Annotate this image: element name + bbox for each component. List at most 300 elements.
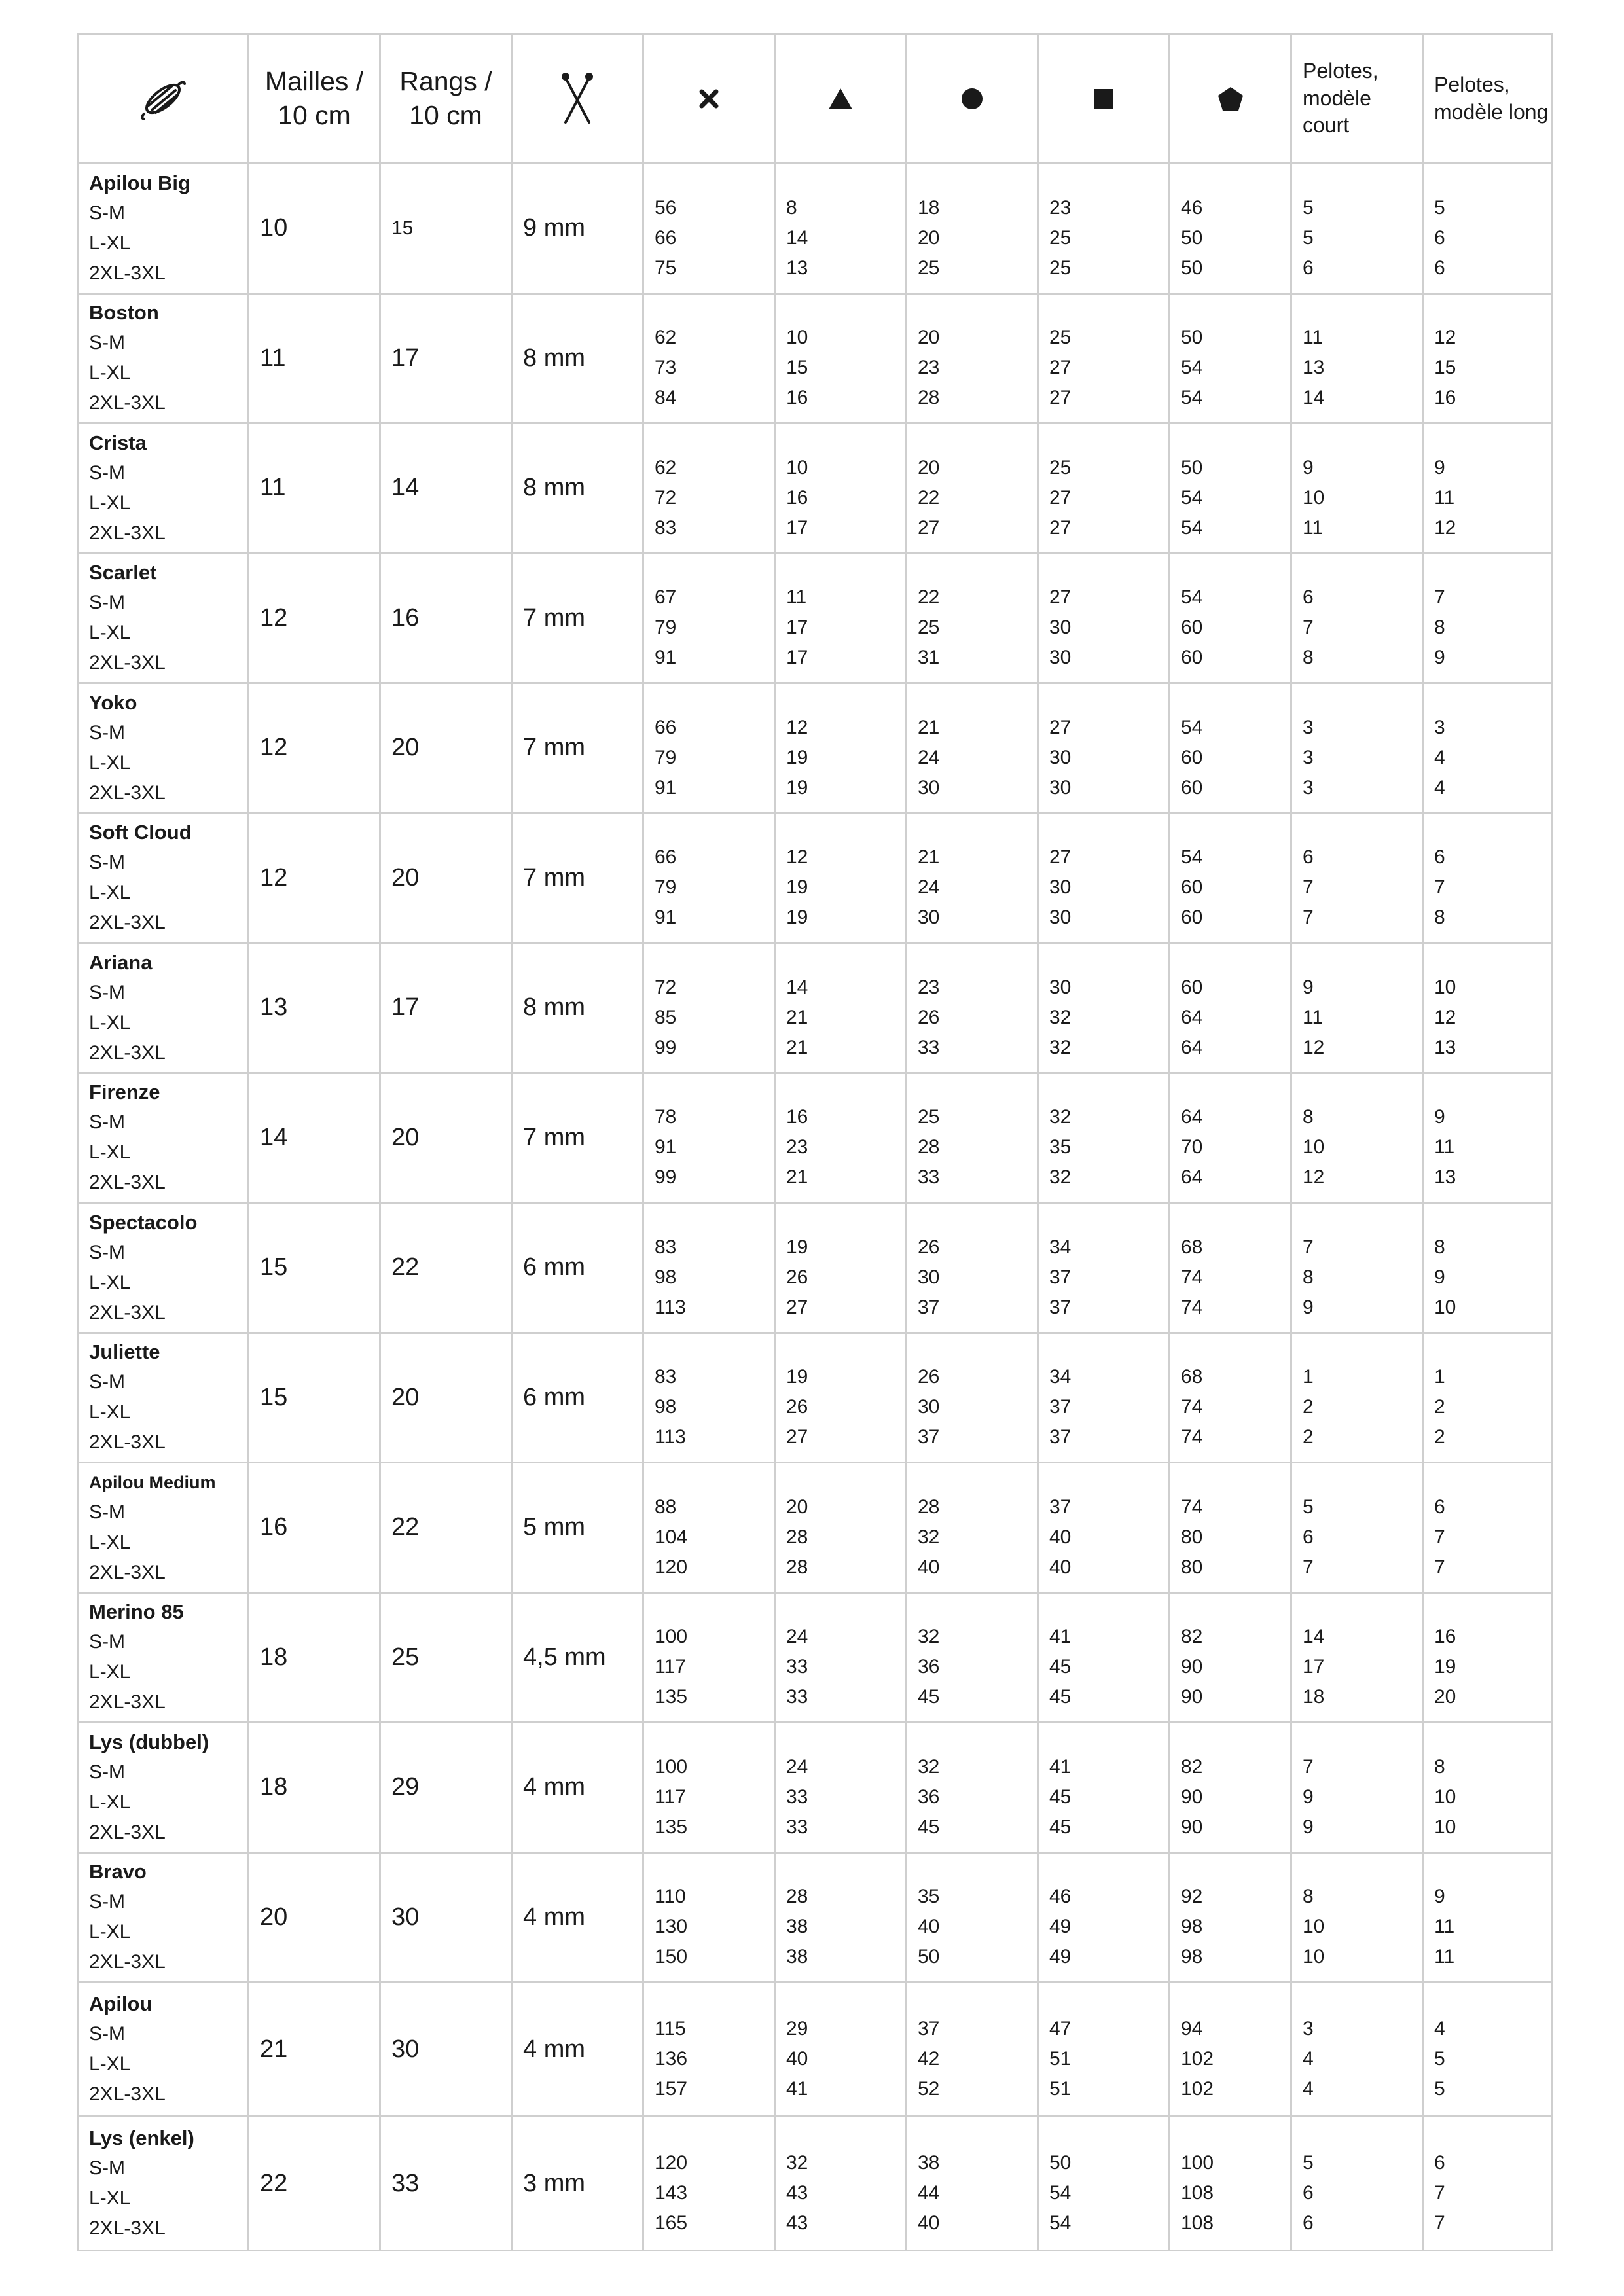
circle-value: 45 <box>918 1816 940 1838</box>
needle-size-value: 4,5 mm <box>512 1592 643 1723</box>
size-label: S-M <box>89 1111 125 1134</box>
size-label: L-XL <box>89 751 131 774</box>
long-value: 12 <box>1434 516 1456 539</box>
needle-size-value: 8 mm <box>512 943 643 1073</box>
long-value: 9 <box>1434 1106 1445 1128</box>
yarn-row <box>78 1333 1553 1463</box>
square-column-header <box>1038 34 1170 164</box>
yarn-name: Juliette <box>89 1340 160 1364</box>
triangle-value: 19 <box>786 906 808 929</box>
circle-value: 25 <box>918 257 940 279</box>
cross-value: 150 <box>655 1946 688 1968</box>
pentagon-value: 98 <box>1181 1916 1203 1938</box>
yarn-name-cell <box>78 1723 249 1853</box>
needle-size-value: 7 mm <box>512 1073 643 1203</box>
circle-values-cell <box>907 1333 1038 1463</box>
triangle-value: 10 <box>786 327 808 349</box>
rangs-value: 22 <box>380 1463 512 1593</box>
pentagon-value: 74 <box>1181 1396 1203 1418</box>
court-value: 7 <box>1303 1755 1314 1778</box>
cross-value: 136 <box>655 2048 688 2070</box>
mailles-value: 11 <box>249 423 380 554</box>
long-values-cell <box>1423 293 1553 423</box>
pentagon-value: 74 <box>1181 1296 1203 1318</box>
pentagon-value: 50 <box>1181 456 1203 478</box>
square-value: 51 <box>1049 2078 1072 2100</box>
circle-values-cell <box>907 293 1038 423</box>
long-value: 7 <box>1434 586 1445 609</box>
circle-value: 31 <box>918 647 940 669</box>
rangs-value: 22 <box>380 1203 512 1333</box>
yarn-row <box>78 813 1553 943</box>
triangle-column-header <box>775 34 907 164</box>
circle-value: 32 <box>918 1526 940 1548</box>
cross-value: 120 <box>655 1556 688 1578</box>
yarn-name: Soft Cloud <box>89 821 192 844</box>
size-label: L-XL <box>89 1661 131 1683</box>
pentagon-value: 82 <box>1181 1626 1203 1648</box>
mailles-value: 12 <box>249 553 380 683</box>
court-value: 5 <box>1303 226 1314 249</box>
yarn-row <box>78 553 1553 683</box>
pentagon-value: 60 <box>1181 647 1203 669</box>
long-value: 10 <box>1434 1296 1456 1318</box>
yarn-name: Scarlet <box>89 561 157 584</box>
yarn-skein-icon <box>137 76 189 122</box>
cross-value: 100 <box>655 1755 688 1778</box>
yarn-row <box>78 1592 1553 1723</box>
pentagon-value: 64 <box>1181 1006 1203 1028</box>
circle-values-cell <box>907 1073 1038 1203</box>
court-value: 4 <box>1303 2048 1314 2070</box>
yarn-name: Merino 85 <box>89 1600 184 1624</box>
long-value: 1 <box>1434 1366 1445 1388</box>
pentagon-value: 54 <box>1181 357 1203 379</box>
long-value: 5 <box>1434 2048 1445 2070</box>
court-value: 3 <box>1303 776 1314 798</box>
pentagon-values-cell <box>1170 2117 1291 2251</box>
triangle-value: 21 <box>786 1036 808 1058</box>
triangle-values-cell <box>775 1073 907 1203</box>
triangle-values-cell <box>775 813 907 943</box>
size-label: S-M <box>89 1501 125 1523</box>
pentagon-values-cell <box>1170 683 1291 814</box>
yarn-row <box>78 1982 1553 2117</box>
court-value: 8 <box>1303 647 1314 669</box>
triangle-value: 28 <box>786 1556 808 1578</box>
cross-value: 117 <box>655 1785 686 1808</box>
needle-size-value: 7 mm <box>512 553 643 683</box>
cross-value: 75 <box>655 257 677 279</box>
triangle-value: 33 <box>786 1785 808 1808</box>
square-value: 25 <box>1049 257 1072 279</box>
long-value: 9 <box>1434 647 1445 669</box>
triangle-value: 32 <box>786 2152 808 2174</box>
long-value: 4 <box>1434 2018 1445 2039</box>
square-value: 40 <box>1049 1526 1072 1548</box>
long-value: 2 <box>1434 1396 1445 1418</box>
square-value: 40 <box>1049 1556 1072 1578</box>
court-value: 6 <box>1303 586 1314 609</box>
court-value: 14 <box>1303 387 1325 409</box>
cross-values-cell <box>643 1852 775 1982</box>
square-values-cell <box>1038 1463 1170 1593</box>
long-value: 9 <box>1434 1886 1445 1908</box>
square-value: 37 <box>1049 1296 1072 1318</box>
long-value: 11 <box>1434 1946 1455 1968</box>
long-value: 3 <box>1434 716 1445 738</box>
circle-value: 52 <box>918 2078 940 2100</box>
square-values-cell <box>1038 1982 1170 2117</box>
size-label: S-M <box>89 461 125 484</box>
circle-value: 30 <box>918 1396 940 1418</box>
circle-values-cell <box>907 1723 1038 1853</box>
yarn-name: Crista <box>89 431 147 454</box>
square-value: 27 <box>1049 387 1072 409</box>
cross-value: 130 <box>655 1916 688 1938</box>
mailles-value: 11 <box>249 293 380 423</box>
mailles-header: Mailles / 10 cm <box>249 34 380 164</box>
pentagon-value: 90 <box>1181 1686 1203 1708</box>
square-value: 37 <box>1049 1396 1072 1418</box>
triangle-value: 16 <box>786 387 808 409</box>
square-values-cell <box>1038 1592 1170 1723</box>
triangle-values-cell <box>775 164 907 294</box>
circle-value: 33 <box>918 1166 940 1189</box>
size-label: S-M <box>89 852 125 874</box>
circle-value: 26 <box>918 1006 940 1028</box>
mailles-value: 10 <box>249 164 380 294</box>
square-value: 27 <box>1049 716 1072 738</box>
triangle-value: 14 <box>786 976 808 998</box>
circle-values-cell <box>907 1203 1038 1333</box>
circle-value: 40 <box>918 1916 940 1938</box>
court-values-cell <box>1291 1333 1423 1463</box>
long-values-cell <box>1423 943 1553 1073</box>
triangle-value: 21 <box>786 1006 808 1028</box>
needle-size-value: 7 mm <box>512 813 643 943</box>
pentagon-value: 60 <box>1181 776 1203 798</box>
circle-value: 26 <box>918 1366 940 1388</box>
cross-value: 115 <box>655 2018 686 2039</box>
circle-values-cell <box>907 1982 1038 2117</box>
long-value: 8 <box>1434 1755 1445 1778</box>
pentagon-values-cell <box>1170 1073 1291 1203</box>
mailles-value: 12 <box>249 813 380 943</box>
court-value: 11 <box>1303 327 1324 349</box>
pentagon-value: 90 <box>1181 1785 1203 1808</box>
triangle-value: 16 <box>786 486 808 509</box>
long-values-cell <box>1423 1982 1553 2117</box>
circle-values-cell <box>907 1592 1038 1723</box>
size-label: S-M <box>89 2023 125 2045</box>
long-values-cell <box>1423 1723 1553 1853</box>
square-values-cell <box>1038 293 1170 423</box>
yarn-row <box>78 1073 1553 1203</box>
yarn-name: Apilou Big <box>89 171 190 194</box>
yarn-row <box>78 293 1553 423</box>
cross-value: 143 <box>655 2182 688 2204</box>
triangle-value: 24 <box>786 1626 808 1648</box>
size-label: S-M <box>89 1761 125 1783</box>
triangle-values-cell <box>775 1463 907 1593</box>
yarn-name-cell <box>78 1852 249 1982</box>
pentagon-values-cell <box>1170 1463 1291 1593</box>
long-value: 4 <box>1434 776 1445 798</box>
court-value: 9 <box>1303 456 1314 478</box>
rangs-value: 15 <box>380 164 512 294</box>
cross-values-cell <box>643 813 775 943</box>
pentagon-value: 46 <box>1181 196 1203 219</box>
square-value: 50 <box>1049 2152 1072 2174</box>
circle-values-cell <box>907 553 1038 683</box>
size-label: L-XL <box>89 232 131 254</box>
size-label: S-M <box>89 1891 125 1913</box>
circle-icon <box>960 87 984 111</box>
long-value: 7 <box>1434 1556 1445 1578</box>
pentagon-value: 90 <box>1181 1816 1203 1838</box>
square-value: 32 <box>1049 1166 1072 1189</box>
circle-value: 32 <box>918 1626 940 1648</box>
cross-values-cell <box>643 164 775 294</box>
yarn-row <box>78 683 1553 814</box>
circle-value: 28 <box>918 1136 940 1158</box>
yarn-row <box>78 1852 1553 1982</box>
pentagon-value: 98 <box>1181 1946 1203 1968</box>
circle-value: 20 <box>918 327 940 349</box>
triangle-value: 19 <box>786 746 808 768</box>
circle-value: 44 <box>918 2182 940 2204</box>
cross-values-cell <box>643 1463 775 1593</box>
circle-value: 30 <box>918 1266 940 1288</box>
triangle-value: 27 <box>786 1426 808 1448</box>
triangle-value: 24 <box>786 1755 808 1778</box>
mailles-value: 15 <box>249 1203 380 1333</box>
triangle-value: 19 <box>786 876 808 899</box>
square-value: 51 <box>1049 2048 1072 2070</box>
long-values-cell <box>1423 683 1553 814</box>
size-label: 2XL-3XL <box>89 1431 166 1454</box>
pentagon-values-cell <box>1170 1723 1291 1853</box>
triangle-value: 14 <box>786 226 808 249</box>
needle-size-value: 4 mm <box>512 1982 643 2117</box>
size-label: L-XL <box>89 2053 131 2075</box>
cross-values-cell <box>643 1982 775 2117</box>
square-value: 25 <box>1049 226 1072 249</box>
size-label: 2XL-3XL <box>89 2217 166 2239</box>
rangs-value: 25 <box>380 1592 512 1723</box>
triangle-value: 13 <box>786 257 808 279</box>
mailles-value: 18 <box>249 1592 380 1723</box>
long-value: 4 <box>1434 746 1445 768</box>
long-value: 13 <box>1434 1166 1456 1189</box>
triangle-value: 43 <box>786 2212 808 2234</box>
size-label: L-XL <box>89 1011 131 1033</box>
triangle-value: 17 <box>786 617 808 639</box>
pentagon-value: 50 <box>1181 257 1203 279</box>
triangle-values-cell <box>775 943 907 1073</box>
long-value: 11 <box>1434 486 1455 509</box>
court-value: 4 <box>1303 2078 1314 2100</box>
square-values-cell <box>1038 2117 1170 2251</box>
court-values-cell <box>1291 1982 1423 2117</box>
pentagon-value: 54 <box>1181 586 1203 609</box>
circle-value: 22 <box>918 586 940 609</box>
triangle-value: 33 <box>786 1816 808 1838</box>
cross-value: 99 <box>655 1036 677 1058</box>
triangle-value: 38 <box>786 1946 808 1968</box>
court-value: 10 <box>1303 1946 1325 1968</box>
court-value: 6 <box>1303 846 1314 869</box>
pentagon-values-cell <box>1170 1592 1291 1723</box>
cross-value: 83 <box>655 1236 677 1258</box>
long-value: 11 <box>1434 1136 1455 1158</box>
long-values-cell <box>1423 1203 1553 1333</box>
needle-size-value: 3 mm <box>512 2117 643 2251</box>
square-value: 54 <box>1049 2212 1072 2234</box>
triangle-value: 8 <box>786 196 797 219</box>
yarn-name: Firenze <box>89 1081 160 1104</box>
court-value: 3 <box>1303 716 1314 738</box>
square-value: 35 <box>1049 1136 1072 1158</box>
long-value: 6 <box>1434 226 1445 249</box>
court-value: 18 <box>1303 1686 1325 1708</box>
circle-value: 50 <box>918 1946 940 1968</box>
long-value: 9 <box>1434 456 1445 478</box>
size-label: L-XL <box>89 492 131 514</box>
triangle-value: 40 <box>786 2048 808 2070</box>
court-value: 7 <box>1303 876 1314 899</box>
court-value: 5 <box>1303 2152 1314 2174</box>
long-values-cell <box>1423 1592 1553 1723</box>
yarn-name: Lys (dubbel) <box>89 1730 209 1753</box>
court-values-cell <box>1291 423 1423 554</box>
cross-values-cell <box>643 1723 775 1853</box>
circle-value: 37 <box>918 2018 940 2039</box>
long-value: 8 <box>1434 617 1445 639</box>
cross-values-cell <box>643 943 775 1073</box>
yarn-name-cell <box>78 423 249 554</box>
cross-value: 73 <box>655 357 677 379</box>
circle-value: 30 <box>918 776 940 798</box>
court-value: 11 <box>1303 1006 1324 1028</box>
triangle-values-cell <box>775 1982 907 2117</box>
court-value: 1 <box>1303 1366 1314 1388</box>
court-value: 9 <box>1303 976 1314 998</box>
square-value: 27 <box>1049 846 1072 869</box>
court-value: 5 <box>1303 1496 1314 1518</box>
long-value: 2 <box>1434 1426 1445 1448</box>
pentagon-value: 92 <box>1181 1886 1203 1908</box>
pentagon-icon <box>1218 86 1244 111</box>
long-value: 6 <box>1434 1496 1445 1518</box>
yarn-row <box>78 2117 1553 2251</box>
cross-value: 66 <box>655 716 677 738</box>
court-value: 9 <box>1303 1816 1314 1838</box>
cross-value: 157 <box>655 2078 688 2100</box>
rangs-value: 20 <box>380 813 512 943</box>
cross-value: 56 <box>655 196 677 219</box>
cross-value: 113 <box>655 1296 686 1318</box>
court-value: 6 <box>1303 257 1314 279</box>
long-value: 12 <box>1434 327 1456 349</box>
square-value: 34 <box>1049 1236 1072 1258</box>
yarn-row <box>78 943 1553 1073</box>
square-icon <box>1093 88 1114 109</box>
circle-value: 21 <box>918 716 940 738</box>
circle-value: 33 <box>918 1036 940 1058</box>
square-value: 46 <box>1049 1886 1072 1908</box>
circle-value: 32 <box>918 1755 940 1778</box>
circle-value: 37 <box>918 1426 940 1448</box>
yarn-row <box>78 423 1553 554</box>
court-values-cell <box>1291 1073 1423 1203</box>
long-value: 11 <box>1434 1916 1455 1938</box>
pentagon-value: 54 <box>1181 387 1203 409</box>
cross-values-cell <box>643 1073 775 1203</box>
square-value: 32 <box>1049 1106 1072 1128</box>
pentagon-value: 64 <box>1181 1106 1203 1128</box>
cross-value: 83 <box>655 516 677 539</box>
size-label: L-XL <box>89 1921 131 1943</box>
square-values-cell <box>1038 683 1170 814</box>
rangs-value: 17 <box>380 293 512 423</box>
long-value: 9 <box>1434 1266 1445 1288</box>
court-value: 2 <box>1303 1396 1314 1418</box>
square-value: 30 <box>1049 746 1072 768</box>
yarn-name-cell <box>78 164 249 294</box>
triangle-value: 41 <box>786 2078 808 2100</box>
pentagon-value: 74 <box>1181 1266 1203 1288</box>
square-value: 37 <box>1049 1496 1072 1518</box>
long-values-cell <box>1423 1852 1553 1982</box>
pentagon-value: 102 <box>1181 2048 1214 2070</box>
circle-value: 28 <box>918 387 940 409</box>
triangle-values-cell <box>775 1723 907 1853</box>
cross-values-cell <box>643 1333 775 1463</box>
square-values-cell <box>1038 553 1170 683</box>
pentagon-value: 74 <box>1181 1426 1203 1448</box>
square-value: 41 <box>1049 1755 1072 1778</box>
yarn-name-cell <box>78 1073 249 1203</box>
rangs-value: 14 <box>380 423 512 554</box>
circle-value: 24 <box>918 876 940 899</box>
yarn-name: Apilou <box>89 1992 153 2015</box>
circle-column-header <box>907 34 1038 164</box>
knitting-needles-icon <box>559 71 596 126</box>
cross-values-cell <box>643 423 775 554</box>
square-value: 47 <box>1049 2018 1072 2039</box>
rangs-value: 29 <box>380 1723 512 1853</box>
long-value: 5 <box>1434 196 1445 219</box>
yarn-name-cell <box>78 1592 249 1723</box>
yarn-name-cell <box>78 683 249 814</box>
circle-value: 37 <box>918 1296 940 1318</box>
pentagon-value: 60 <box>1181 976 1203 998</box>
cross-value: 110 <box>655 1886 686 1908</box>
court-value: 5 <box>1303 196 1314 219</box>
triangle-value: 17 <box>786 516 808 539</box>
square-value: 45 <box>1049 1656 1072 1678</box>
long-value: 6 <box>1434 257 1445 279</box>
size-label: L-XL <box>89 882 131 904</box>
square-value: 27 <box>1049 516 1072 539</box>
pentagon-values-cell <box>1170 423 1291 554</box>
pentagon-value: 70 <box>1181 1136 1203 1158</box>
triangle-value: 28 <box>786 1526 808 1548</box>
triangle-value: 16 <box>786 1106 808 1128</box>
pentagon-value: 82 <box>1181 1755 1203 1778</box>
